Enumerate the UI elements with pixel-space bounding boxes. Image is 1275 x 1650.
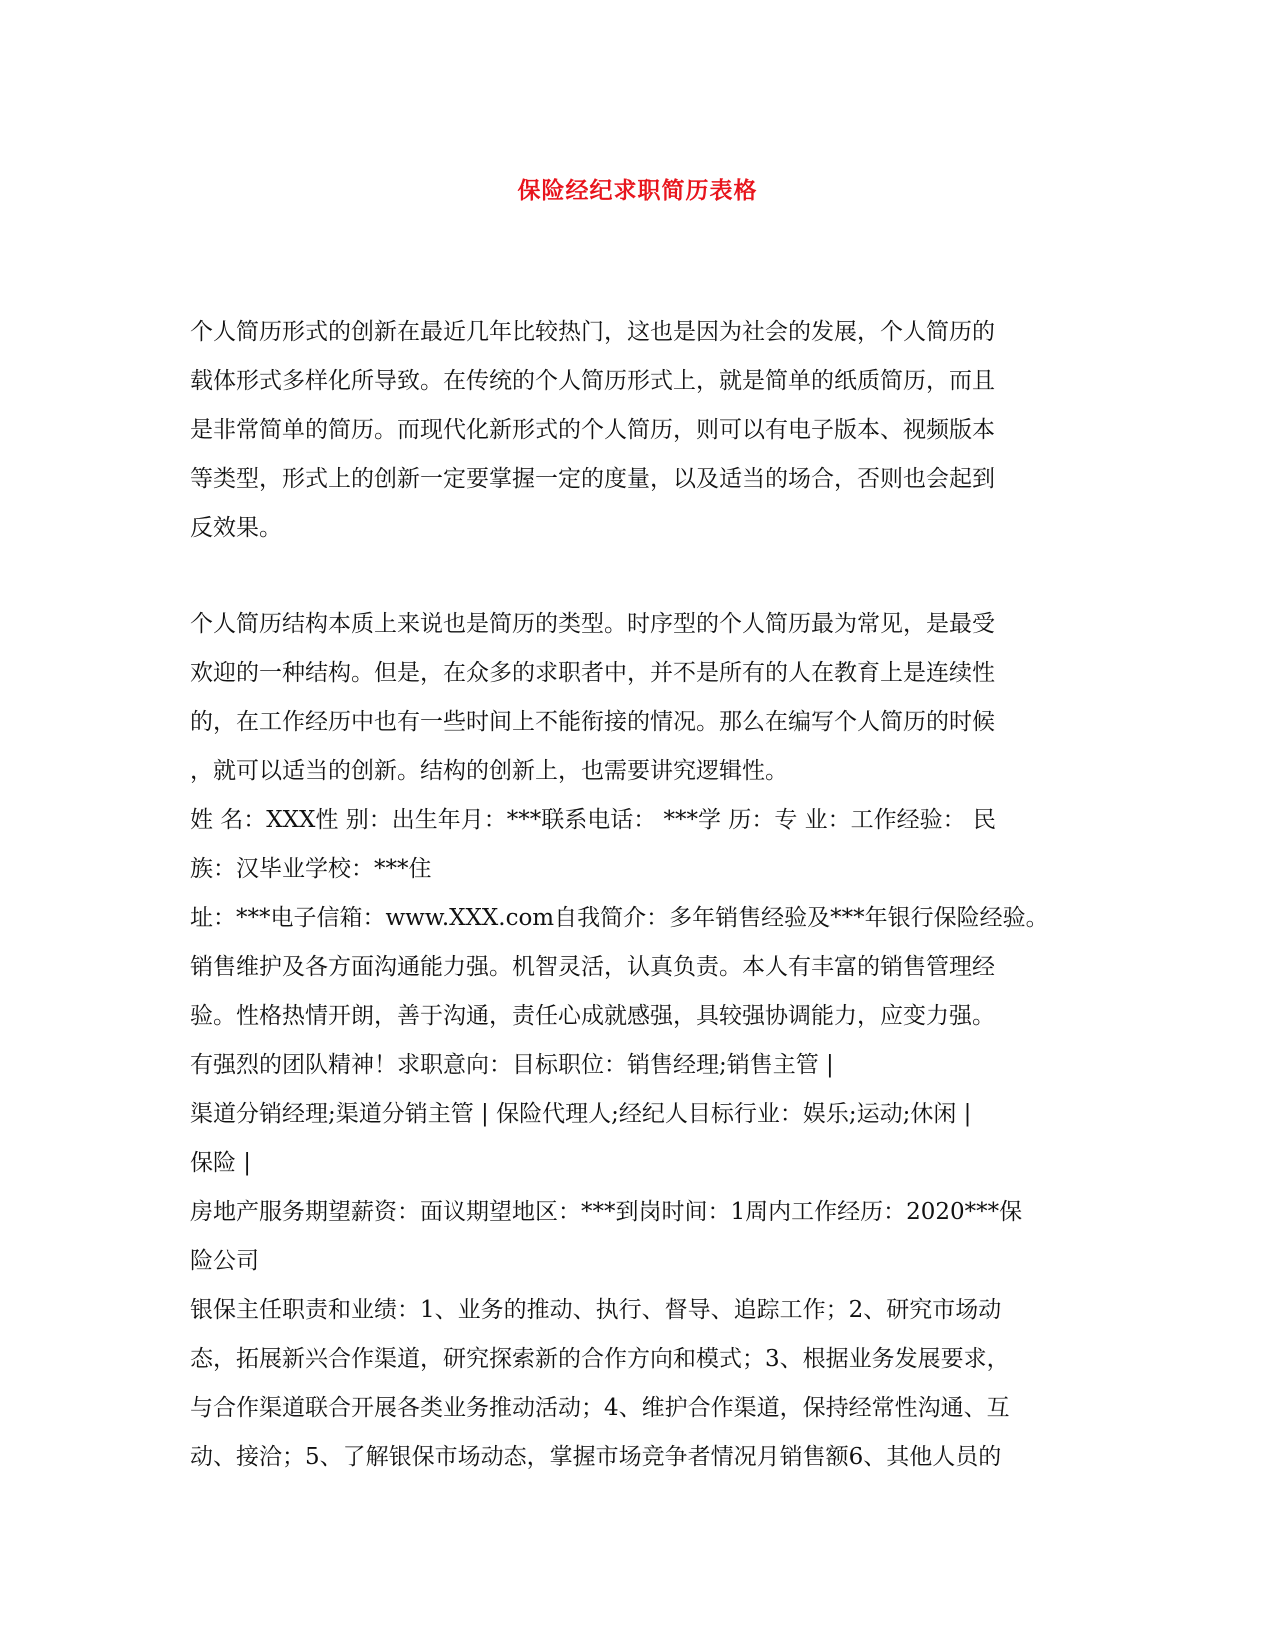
text-line: 址：***电子信箱：www.XXX.com自我简介：多年销售经验及***年银行保险经验。 xyxy=(190,905,1049,931)
text-line: 姓 名：XXX性 别：出生年月：***联系电话： ***学 历：专 业：工作经验： 民 xyxy=(190,807,996,833)
text-line: 是非常简单的简历。而现代化新形式的个人简历，则可以有电子版本、视频版本 xyxy=(190,417,995,443)
text-line: 保险 | xyxy=(190,1150,252,1176)
text-line: 房地产服务期望薪资：面议期望地区：***到岗时间：1周内工作经历：2020***保 xyxy=(190,1199,1023,1225)
text-line: 销售维护及各方面沟通能力强。机智灵活，认真负责。本人有丰富的销售管理经 xyxy=(190,954,995,980)
text-line: 等类型，形式上的创新一定要掌握一定的度量，以及适当的场合，否则也会起到 xyxy=(190,466,995,492)
text-line: 动、接洽；5、了解银保市场动态，掌握市场竞争者情况月销售额6、其他人员的 xyxy=(190,1444,1002,1470)
text-line: 的，在工作经历中也有一些时间上不能衔接的情况。那么在编写个人简历的时候 xyxy=(190,709,995,735)
text-line: 个人简历结构本质上来说也是简历的类型。时序型的个人简历最为常见，是最受 xyxy=(190,611,995,637)
text-line: 族：汉毕业学校：***住 xyxy=(190,856,432,882)
text-line: 个人简历形式的创新在最近几年比较热门，这也是因为社会的发展，个人简历的 xyxy=(190,319,995,345)
paragraph-intro xyxy=(190,308,1090,553)
text-line: 态，拓展新兴合作渠道，研究探索新的合作方向和模式；3、根据业务发展要求， xyxy=(190,1346,1010,1372)
text-line: 险公司 xyxy=(190,1248,259,1274)
document-title: 保险经纪求职简历表格 xyxy=(517,177,758,204)
text-line: 反效果。 xyxy=(190,515,282,541)
text-line: 渠道分销经理;渠道分销主管 | 保险代理人;经纪人目标行业：娱乐;运动;休闲 | xyxy=(190,1101,972,1127)
text-line: 验。性格热情开朗，善于沟通，责任心成就感强，具较强协调能力，应变力强。 xyxy=(190,1003,995,1029)
paragraph-structure-and-resume xyxy=(190,600,1090,1482)
text-line: ，就可以适当的创新。结构的创新上，也需要讲究逻辑性。 xyxy=(190,758,788,784)
text-line: 欢迎的一种结构。但是，在众多的求职者中，并不是所有的人在教育上是连续性 xyxy=(190,660,995,686)
text-line: 与合作渠道联合开展各类业务推动活动；4、维护合作渠道，保持经常性沟通、互 xyxy=(190,1395,1010,1421)
text-line: 载体形式多样化所导致。在传统的个人简历形式上，就是简单的纸质简历，而且 xyxy=(190,368,995,394)
text-line: 有强烈的团队精神！求职意向：目标职位：销售经理;销售主管 | xyxy=(190,1052,834,1078)
text-line: 银保主任职责和业绩：1、业务的推动、执行、督导、追踪工作；2、研究市场动 xyxy=(190,1297,1002,1323)
